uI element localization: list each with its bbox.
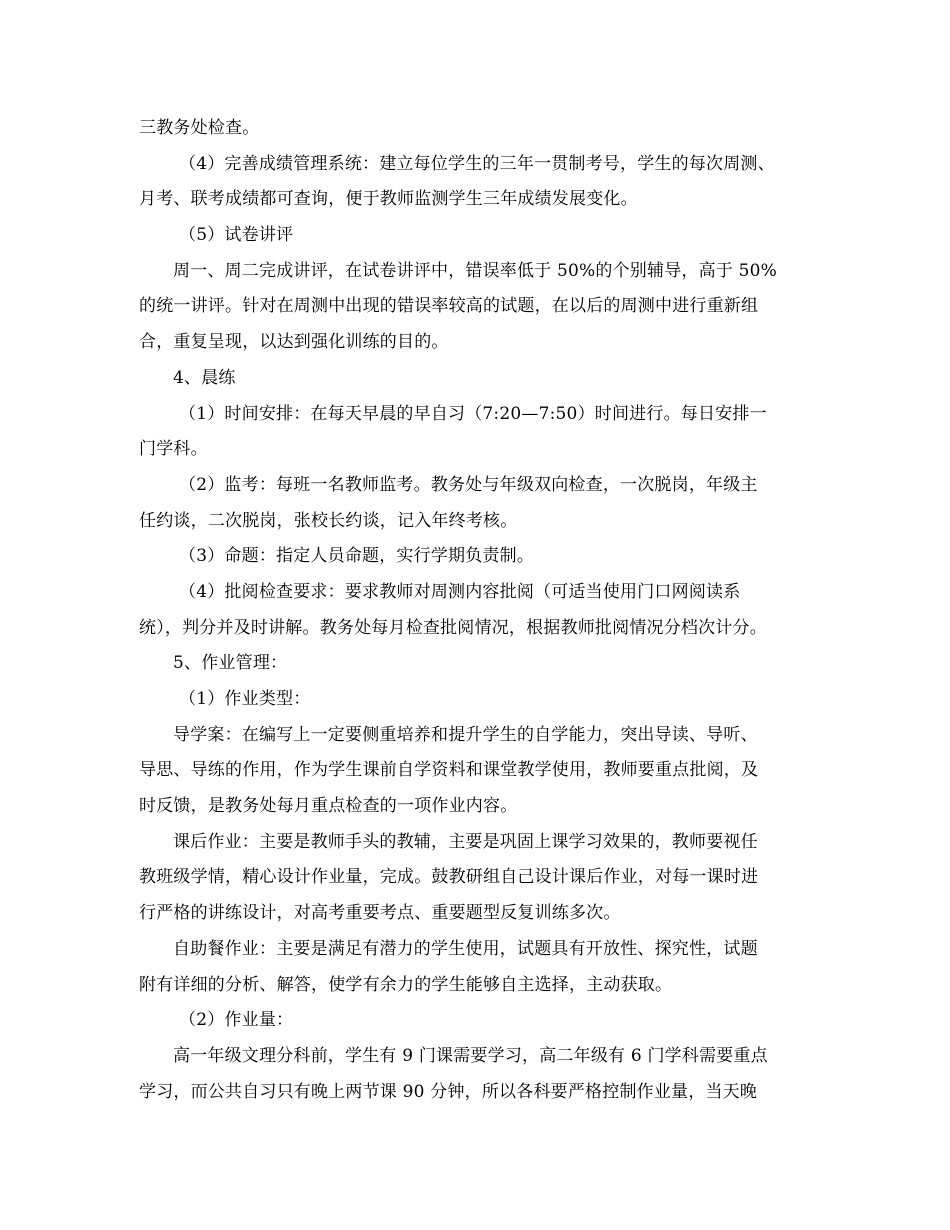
text-line: （5）试卷讲评 — [179, 225, 294, 246]
text-line: （1）作业类型： — [179, 689, 311, 709]
text-line: 三教务处检查。 — [139, 118, 260, 138]
text-line: 导思、导练的作用，作为学生课前自学资料和课堂教学使用，教师要重点批阅，及 — [139, 760, 759, 781]
text-line: 5、作业管理： — [173, 653, 288, 674]
text-line: （3）命题：指定人员命题，实行学期负责制。 — [179, 546, 535, 567]
text-line: 的统一讲评。针对在周测中出现的错误率较高的试题，在以后的周测中进行重新组 — [139, 296, 759, 317]
text-line: 门学科。 — [139, 439, 208, 460]
text-line: 周一、周二完成讲评，在试卷讲评中，错误率低于 50%的个别辅导，高于 50% — [173, 260, 777, 281]
text-line: 行严格的讲练设计，对高考重要考点、重要题型反复训练多次。 — [139, 903, 621, 924]
text-line: 自助餐作业：主要是满足有潜力的学生使用，试题具有开放性、探究性，试题 — [173, 938, 758, 959]
text-line: （1）时间安排：在每天早晨的早自习（7:20—7:50）时间进行。每日安排一 — [179, 403, 767, 424]
text-line: （2）作业量： — [179, 1010, 294, 1031]
text-line: 合，重复呈现，以达到强化训练的目的。 — [139, 332, 449, 353]
text-line: 4、晨练 — [173, 367, 236, 388]
document-page — [139, 111, 817, 1110]
text-line: 高一年级文理分科前，学生有 9 门课需要学习，高二年级有 6 门学科需要重点 — [173, 1045, 768, 1066]
text-line: 统），判分并及时讲解。教务处每月检查批阅情况，根据教师批阅情况分档次计分。 — [139, 617, 767, 638]
text-line: 任约谈，二次脱岗，张校长约谈，记入年终考核。 — [139, 510, 518, 531]
text-line: 教班级学情，精心设计作业量，完成。鼓教研组自己设计课后作业，对每一课时进 — [139, 867, 759, 888]
text-line: 课后作业：主要是教师手头的教辅，主要是巩固上课学习效果的，教师要视任 — [173, 831, 758, 852]
text-line: 月考、联考成绩都可查询，便于教师监测学生三年成绩发展变化。 — [139, 189, 638, 210]
text-line: 学习，而公共自习只有晚上两节课 90 分钟，所以各科要严格控制作业量，当天晚 — [139, 1081, 758, 1102]
text-line: （4）完善成绩管理系统：建立每位学生的三年一贯制考号，学生的每次周测、 — [179, 153, 775, 174]
text-line: 附有详细的分析、解答，使学有余力的学生能够自主选择，主动获取。 — [139, 974, 673, 995]
text-line: 时反馈，是教务处每月重点检查的一项作业内容。 — [139, 796, 518, 817]
text-line: （4）批阅检查要求：要求教师对周测内容批阅（可适当使用门口网阅读系 — [179, 581, 741, 602]
text-line: （2）监考：每班一名教师监考。教务处与年级双向检查，一次脱岗，年级主 — [179, 474, 758, 495]
text-line: 导学案：在编写上一定要侧重培养和提升学生的自学能力，突出导读、导听、 — [173, 724, 758, 745]
